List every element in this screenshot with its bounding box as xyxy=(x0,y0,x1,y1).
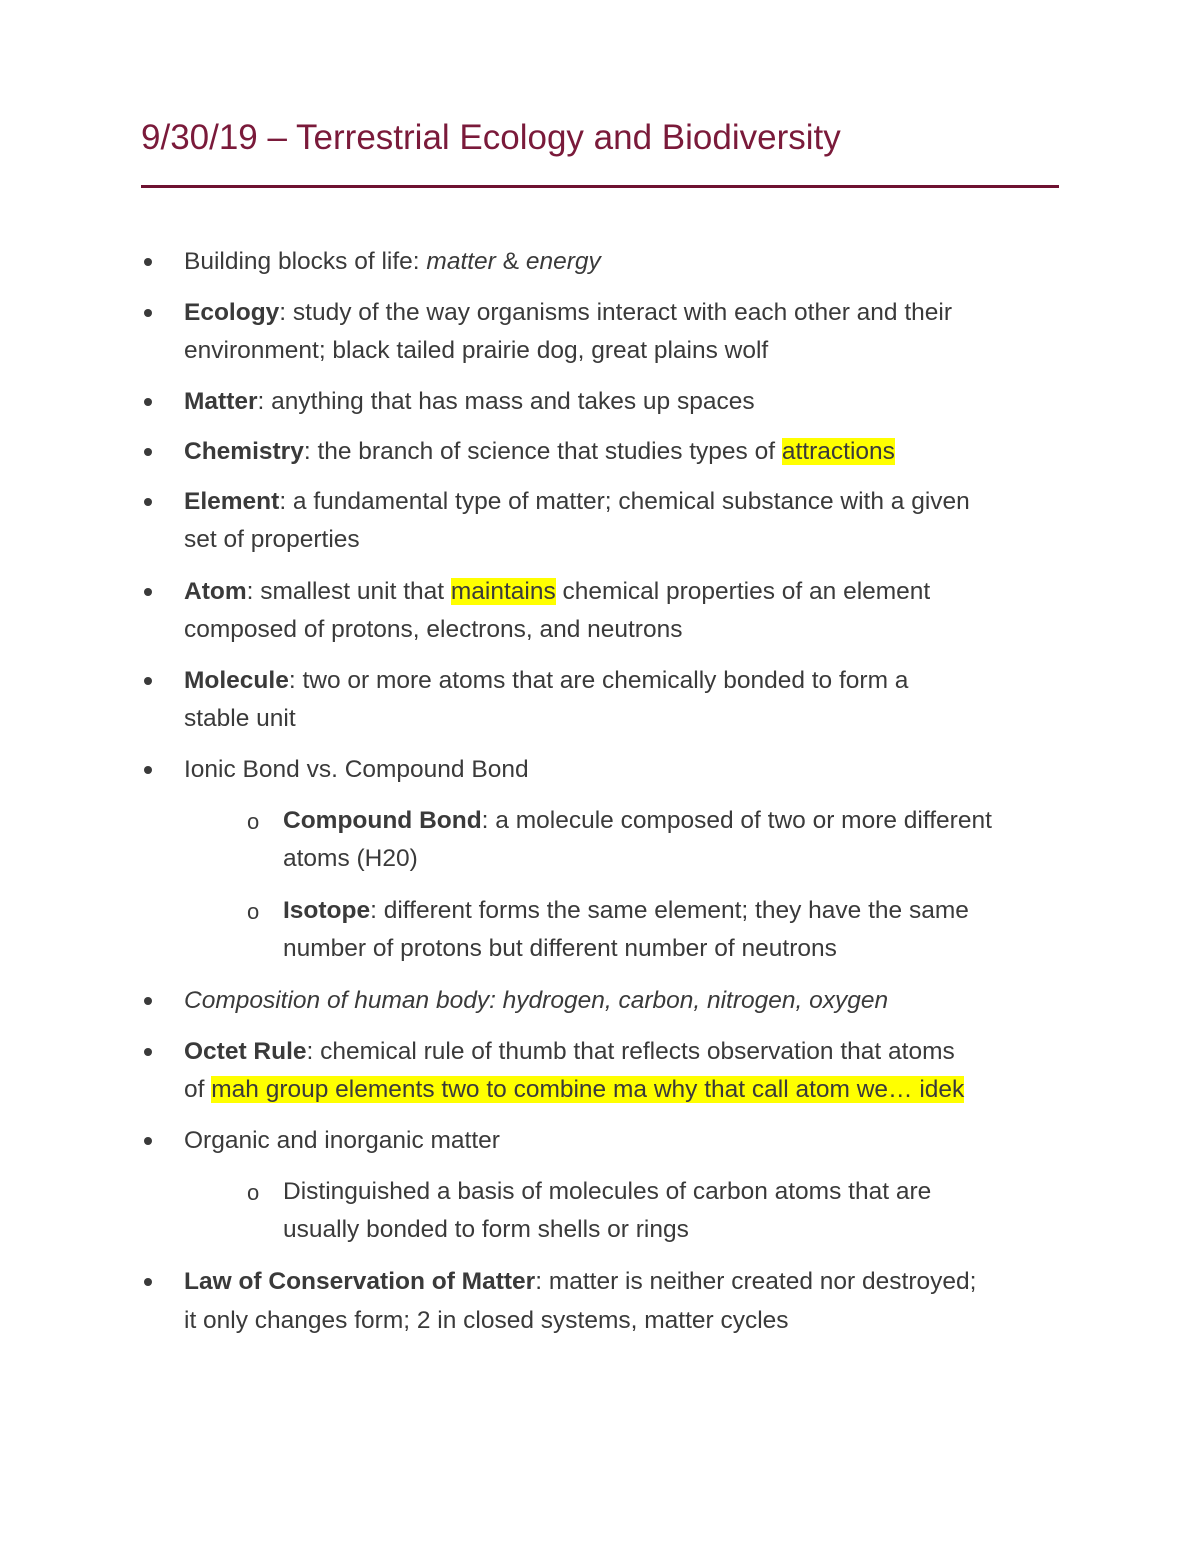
list-item-continuation: composed of protons, electrons, and neutrons xyxy=(184,616,683,643)
bullet-icon xyxy=(144,448,152,456)
highlighted-text: mah group elements two to combine ma why that call atom we… idek xyxy=(211,1076,965,1103)
sub-list-item-continuation: usually bonded to form shells or rings xyxy=(283,1216,689,1243)
item-text: : two or more atoms that are chemically bonded to form a xyxy=(288,667,909,694)
item-text: chemical properties of an element xyxy=(555,578,931,605)
sub-bullet-icon: o xyxy=(247,899,260,924)
list-item xyxy=(184,297,952,329)
item-text: : chemical rule of thumb that reflects observation that atoms xyxy=(306,1038,955,1065)
item-text: : matter is neither created nor destroyed; xyxy=(535,1268,977,1295)
list-item xyxy=(184,486,970,518)
item-text: : different forms the same element; they have the same xyxy=(370,897,969,924)
page-title: 9/30/19 – Terrestrial Ecology and Biodiversity xyxy=(141,118,841,157)
sub-list-item xyxy=(283,805,992,837)
item-term: Element xyxy=(184,488,280,515)
bullet-icon xyxy=(144,588,152,596)
list-item xyxy=(184,436,895,468)
highlighted-text: attractions xyxy=(781,438,895,465)
item-text: & xyxy=(495,248,526,275)
list-item: Ionic Bond vs. Compound Bond xyxy=(184,756,529,783)
bullet-icon xyxy=(144,258,152,266)
item-term: Molecule xyxy=(184,667,289,694)
title-divider xyxy=(141,185,1059,188)
item-text: : the branch of science that studies types of xyxy=(303,438,782,465)
list-item-continuation: environment; black tailed prairie dog, great plains wolf xyxy=(184,337,769,364)
list-item xyxy=(184,1266,976,1298)
bullet-icon xyxy=(144,677,152,685)
highlighted-text: maintains xyxy=(450,578,556,605)
sub-list-item-continuation: number of protons but different number of neutrons xyxy=(283,935,837,962)
sub-list-item xyxy=(283,895,969,927)
list-item: Organic and inorganic matter xyxy=(184,1127,500,1154)
list-item-continuation: set of properties xyxy=(184,526,360,553)
list-item-continuation: stable unit xyxy=(184,705,296,732)
item-text: : smallest unit that xyxy=(246,578,451,605)
list-item xyxy=(184,665,908,697)
item-italic: energy xyxy=(525,248,601,275)
item-term: Isotope xyxy=(283,897,371,924)
list-item-continuation: it only changes form; 2 in closed systems, matter cycles xyxy=(184,1307,789,1334)
list-item xyxy=(184,576,930,608)
item-italic: matter xyxy=(426,248,496,275)
bullet-icon xyxy=(144,1278,152,1286)
bullet-icon xyxy=(144,1048,152,1056)
sub-list-item-continuation: atoms (H20) xyxy=(283,845,418,872)
sub-bullet-icon: o xyxy=(247,809,260,834)
sub-bullet-icon: o xyxy=(247,1180,260,1205)
item-term: Chemistry xyxy=(184,438,304,465)
bullet-icon xyxy=(144,309,152,317)
list-item-continuation xyxy=(184,1074,964,1106)
item-text: : a fundamental type of matter; chemical substance with a given xyxy=(279,488,970,515)
item-term: Atom xyxy=(184,578,247,605)
list-item xyxy=(184,246,601,278)
item-text: : a molecule composed of two or more different xyxy=(481,807,992,834)
list-item xyxy=(184,1036,955,1068)
item-term: Matter xyxy=(184,388,258,415)
bullet-icon xyxy=(144,766,152,774)
bullet-icon xyxy=(144,997,152,1005)
bullet-icon xyxy=(144,398,152,406)
item-italic: Composition of human body: hydrogen, carbon, nitrogen, oxygen xyxy=(184,987,889,1014)
sub-list-item: Distinguished a basis of molecules of carbon atoms that are xyxy=(283,1178,932,1205)
item-term: Octet Rule xyxy=(184,1038,307,1065)
item-term: Compound Bond xyxy=(283,807,482,834)
list-item xyxy=(184,985,888,1017)
item-term: Law of Conservation of Matter xyxy=(184,1268,536,1295)
item-text: Building blocks of life: xyxy=(184,248,427,275)
item-text: : study of the way organisms interact with each other and their xyxy=(279,299,953,326)
item-term: Ecology xyxy=(184,299,280,326)
bullet-icon xyxy=(144,1137,152,1145)
item-text: : anything that has mass and takes up spaces xyxy=(257,388,755,415)
bullet-icon xyxy=(144,498,152,506)
item-text: of xyxy=(184,1076,212,1103)
list-item xyxy=(184,386,755,418)
